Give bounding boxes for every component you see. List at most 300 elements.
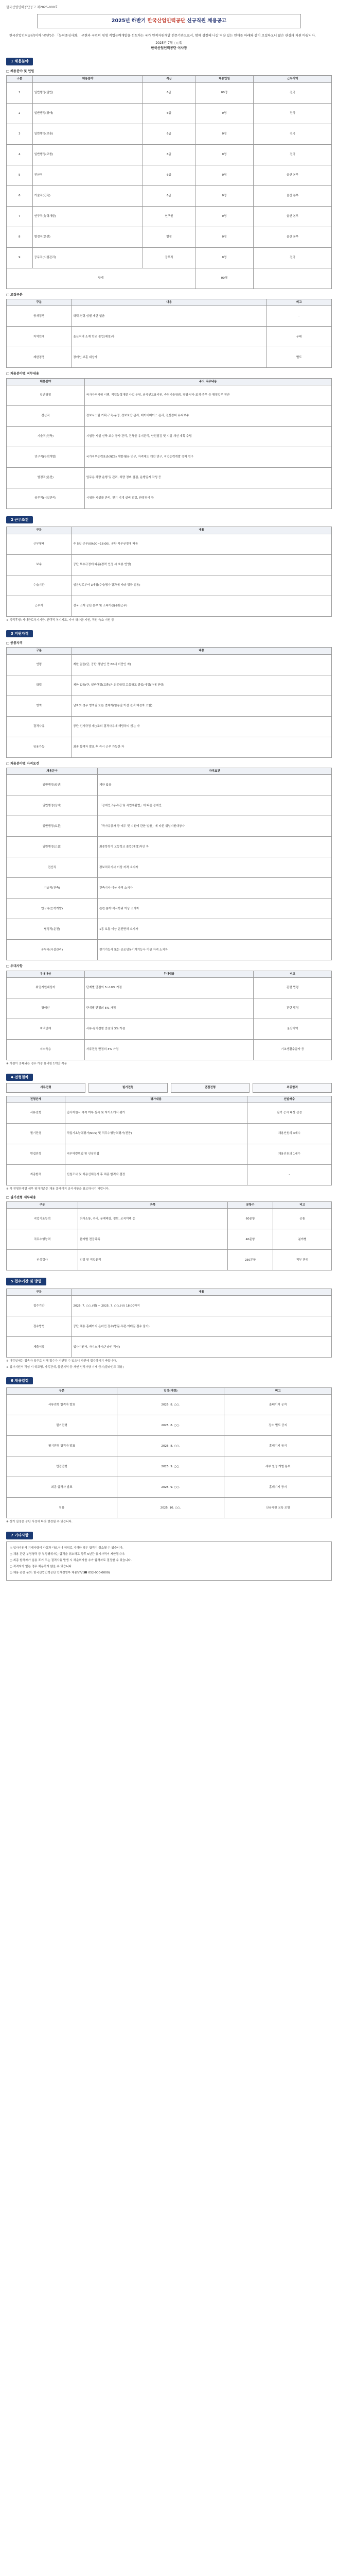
td: 2025. 10. ○○. (117, 1498, 224, 1518)
table-row (7, 795, 332, 816)
table-row (7, 575, 332, 596)
td: 취업지원대상자 (7, 978, 85, 998)
td: 일반행정(보훈) (32, 124, 143, 144)
application-table (6, 1289, 332, 1358)
td: 전산직 (7, 405, 85, 426)
section-recruit-fields (6, 58, 332, 509)
table-row (7, 675, 332, 696)
section-heading: 7 기타사항 (6, 1532, 33, 1539)
td: 기술직(건축) (7, 426, 85, 447)
td: 연구직(능력개발) (32, 206, 143, 227)
sub-heading: □ 공통자격 (6, 641, 23, 645)
table-row (7, 1019, 332, 1040)
table-row (7, 206, 332, 227)
table-row (7, 1124, 332, 1144)
intro-text: 한국산업인력공단(이하 '공단')은 「능력중심사회」 구현과 국민의 평생 직업능력개발을 선도하는 국가 인적자원개발 전문기관으로서, 함께 성장해 나갈 역량 있는 인재를 아래와 같이 모집하오니 많은 관심과 지원 바랍니다. (9, 34, 316, 38)
list-item: ○ 적격자가 없는 경우 채용하지 않을 수 있습니다. (10, 1565, 73, 1569)
note-text: ※ 가점이 중복되는 경우 가장 유리한 1개만 적용 (6, 1062, 67, 1066)
table-row (7, 654, 332, 675)
td: 기술직(건축) (32, 185, 143, 206)
th: 근무지역 (254, 76, 332, 82)
td: 면접전형 (7, 1456, 117, 1477)
td: 주 5일 근무(09:00~18:00), 공단 복무규정에 따름 (72, 534, 332, 554)
td: 60문항 (227, 1209, 273, 1229)
td: 0명 (195, 206, 254, 227)
td: 「장애인고용촉진 및 직업재활법」에 따른 장애인 (97, 795, 331, 816)
th: 선발배수 (247, 1096, 331, 1103)
table-row (7, 488, 332, 509)
td: 최종학력이 고등학교 졸업(예정)자인 자 (97, 837, 331, 857)
td: 일반행정(고졸) (7, 837, 98, 857)
th: 평가내용 (65, 1096, 247, 1103)
td: 8 (7, 227, 33, 247)
td: 3 (7, 124, 33, 144)
td: 임용 (7, 1498, 117, 1518)
th: 내용 (72, 1289, 332, 1295)
td: 시험장 시설 신축·보수 공사 관리, 건축물 유지관리, 안전점검 및 시설 개선 계획 수립 (84, 426, 331, 447)
td: - (266, 306, 331, 327)
table-row (7, 1477, 332, 1498)
th: 비고 (273, 1201, 332, 1208)
th: 구분 (7, 76, 33, 82)
note-text: ※ 입사지원서 작성 시 학교명, 가족관계, 출신지역 등 개인 인적사항 기재 금지(블라인드 채용) (6, 1365, 124, 1369)
list-item: ○ 최종 합격자가 임용 포기 또는 결격사유 발생 시 차순위자를 추가 합격자로 결정할 수 있습니다. (10, 1559, 132, 1563)
td: 필기전형 (7, 1124, 65, 1144)
table-row (7, 919, 332, 940)
td: 서류전형 합격자 발표 (7, 1395, 117, 1415)
th: 구분 (7, 1388, 117, 1395)
td: 00명 (195, 268, 254, 289)
td: 정보처리기사 이상 자격 소지자 (97, 857, 331, 878)
sub-heading: □ 모집구분 (6, 293, 23, 297)
th: 비고 (266, 299, 331, 306)
td: 단계별 만점의 5~10% 가점 (84, 978, 254, 998)
td: 기초생활수급자 등 (254, 1040, 332, 1060)
td: 6급 (143, 144, 195, 165)
td: 병역 (7, 696, 72, 716)
th: 구분 (7, 527, 72, 534)
table-header-row (7, 527, 332, 534)
table-row (7, 1250, 332, 1270)
td: 250문항 (227, 1250, 273, 1270)
td: 학력 (7, 675, 72, 696)
table-row (7, 1415, 332, 1436)
td: 전국 (254, 247, 332, 268)
conditions-table (6, 527, 332, 616)
th: 내용 (72, 527, 332, 534)
td: 연구원 (143, 206, 195, 227)
table-row (7, 998, 332, 1019)
td: 합계 (7, 268, 195, 289)
td: 서류전형 (7, 1103, 65, 1124)
td: 공단 보수규정에 따름(경력 인정 시 호봉 반영) (72, 554, 332, 575)
th: 내용 (72, 299, 266, 306)
exam-table (6, 1201, 332, 1270)
table-row (7, 426, 332, 447)
table-row (7, 716, 332, 737)
th: 구분 (7, 1289, 72, 1295)
table-row (7, 165, 332, 185)
td: 제한 없음(단, 공단 정년인 만 60세 미만인 자) (72, 654, 332, 675)
td: 전국 (254, 124, 332, 144)
list-item: ○ 채용 관련 부정청탁 등 부정행위자는 합격을 취소하고 향후 5년간 응시자격이 제한됩니다. (10, 1552, 126, 1556)
td: 일반행정(장애) (7, 795, 98, 816)
table-header-row (7, 378, 332, 385)
td: 제한 없음 (97, 775, 331, 795)
td: 전국 소재 공단 본부 및 소속기관(순환근무) (72, 596, 332, 616)
td: 보수 (7, 554, 72, 575)
td: 인성검사 (7, 1250, 78, 1270)
table-row (7, 1103, 332, 1124)
td: 최종 합격자 발표 후 즉시 근무 가능한 자 (72, 737, 332, 757)
sub-heading: □ 채용분야별 직무내용 (6, 372, 39, 376)
notice-number: 한국산업인력공단공고 제2025-000호 (6, 6, 58, 9)
section-work-conditions (6, 516, 332, 623)
td: 국가직무능력표준(NCS) 개발·활용 연구, 자격제도 개선 연구, 직업능력개발 정책 연구 (84, 447, 331, 467)
td: 울산 본부 (254, 227, 332, 247)
td: 접수기간 (7, 1296, 72, 1316)
table-row (7, 247, 332, 268)
table-row (7, 82, 332, 103)
title-highlight: 한국산업인력공단 (147, 18, 186, 24)
table-row (7, 144, 332, 165)
th: 내용 (72, 648, 332, 654)
th: 우대대상 (7, 971, 85, 977)
table-row (7, 185, 332, 206)
td: 수습기간 (7, 575, 72, 596)
th: 과목 (78, 1201, 228, 1208)
th: 직급 (143, 76, 195, 82)
table-row (7, 554, 332, 575)
td: 필기전형 합격자 발표 (7, 1436, 117, 1456)
td: 6급 (143, 103, 195, 124)
td: 6 (7, 185, 33, 206)
th: 구분 (7, 299, 72, 306)
td: 2025. 7. ○○.(월) ~ 2025. 7. ○○.(금) 18:00까지 (72, 1296, 332, 1316)
td: 지역인재 (7, 327, 72, 347)
intro-org: 한국산업인력공단 이사장 (151, 45, 187, 50)
td: 의사소통, 수리, 문제해결, 정보, 조직이해 등 (78, 1209, 228, 1229)
table-row (7, 1337, 332, 1358)
td: 전국 (254, 82, 332, 103)
list-item: ○ 채용 관련 문의: 한국산업인력공단 인재경영부 채용담당(☎ 052-000-0000) (10, 1571, 110, 1575)
table-row (7, 1165, 332, 1185)
table-row (7, 940, 332, 960)
td: 공통 (273, 1209, 332, 1229)
td: 채용인원의 3배수 (247, 1124, 331, 1144)
td: 「국가유공자 등 예우 및 지원에 관한 법률」에 따른 취업지원대상자 (97, 816, 331, 837)
th: 채용분야 (7, 378, 85, 385)
table-row (7, 899, 332, 919)
td: 공단 인사규정 제○조의 결격사유에 해당하지 않는 자 (72, 716, 332, 737)
table-row (7, 1316, 332, 1337)
table-row (7, 1144, 332, 1165)
flow-step: 필기전형 (88, 1083, 168, 1092)
td: 전기기능사 또는 공조냉동기계기능사 이상 자격 소지자 (97, 940, 331, 960)
td: 필기전형 (7, 1415, 117, 1436)
td: 근무형태 (7, 534, 72, 554)
td: 별정 (143, 227, 195, 247)
td: 장소 별도 공지 (224, 1415, 332, 1436)
common-qual-table (6, 647, 332, 757)
td: 연구직(능력개발) (7, 447, 85, 467)
table-row (7, 1209, 332, 1229)
table-row (7, 1456, 332, 1477)
td: 0명 (195, 144, 254, 165)
note-text: ※ 상기 일정은 공단 사정에 따라 변경될 수 있습니다. (6, 1520, 73, 1524)
th: 일정(예정) (117, 1388, 224, 1395)
td: 홈페이지 공지 (224, 1477, 332, 1498)
td: 연구직(능력개발) (7, 899, 98, 919)
td: 울산 본부 (254, 165, 332, 185)
table-row (7, 124, 332, 144)
td (254, 268, 332, 289)
td: 임용일로부터 3개월(수습평가 결과에 따라 정규 임용) (72, 575, 332, 596)
td: 장애인 (7, 998, 85, 1019)
td: 저소득층 (7, 1040, 85, 1060)
td: 별정직(운전) (32, 227, 143, 247)
td: 일반행정(일반) (32, 82, 143, 103)
table-row (7, 978, 332, 998)
td: 직업기초능력평가(NCS) 및 직무수행능력평가(전공) (65, 1124, 247, 1144)
td: 단계별 만점의 5% 가점 (84, 998, 254, 1019)
td: 남자의 경우 병역필 또는 면제자(임용일 이전 전역 예정자 포함) (72, 696, 332, 716)
title-box (37, 14, 301, 28)
table-header-row (7, 971, 332, 977)
schedule-table (6, 1387, 332, 1518)
td: 0명 (195, 247, 254, 268)
list-item: ○ 입사지원서 기재사항이 사실과 다르거나 허위로 기재한 경우 합격이 취소될 수 있습니다. (10, 1546, 123, 1550)
th: 우대내용 (84, 971, 254, 977)
td: 적부 판정 (273, 1250, 332, 1270)
table-header-row (7, 76, 332, 82)
title-post: 신규직원 채용공고 (187, 18, 227, 24)
td: 분야별 (273, 1229, 332, 1250)
table-row (7, 1436, 332, 1456)
table-header-row (7, 1289, 332, 1295)
table-header-row (7, 648, 332, 654)
td: 0명 (195, 227, 254, 247)
td: 울산지역 (254, 1019, 332, 1040)
td: 접수방법 (7, 1316, 72, 1337)
table-row (7, 837, 332, 857)
td: 2025. 9. ○○. (117, 1477, 224, 1498)
sub-heading: □ 채용분야별 자격요건 (6, 761, 39, 766)
td: 직업기초능력 (7, 1209, 78, 1229)
field-qual-table (6, 768, 332, 960)
td: 시험장 시설물 관리, 전기·기계 설비 점검, 환경정비 등 (84, 488, 331, 509)
td: 6급 (143, 124, 195, 144)
section-heading: 3 지원자격 (6, 630, 33, 638)
td: 최종 합격자 발표 (7, 1477, 117, 1498)
table-total-row (7, 268, 332, 289)
table-row (7, 327, 332, 347)
table-row (7, 103, 332, 124)
td: 전국 (254, 144, 332, 165)
th: 비고 (224, 1388, 332, 1395)
td: 서류·필기전형 만점의 3% 가점 (84, 1019, 254, 1040)
title-pre: 2025년 하반기 (111, 18, 146, 24)
td: 면접전형 (7, 1144, 65, 1165)
td: 국가자격시험 시행, 직업능력개발 사업 운영, 외국인고용지원, 숙련기술장려, 경영·인사·회계·총무 등 행정업무 전반 (84, 385, 331, 405)
th: 전형단계 (7, 1096, 65, 1103)
table-row (7, 467, 332, 488)
flow-step: 면접전형 (171, 1083, 250, 1092)
section-heading: 6 채용일정 (6, 1377, 33, 1385)
td: 4 (7, 144, 33, 165)
section-application (6, 1278, 332, 1369)
table-row (7, 816, 332, 837)
table-row (7, 857, 332, 878)
td: 결격사유 (7, 716, 72, 737)
td: 세부 일정 개별 통보 (224, 1456, 332, 1477)
td: 제한 없음(단, 일반행정(고졸)은 최종학력 고등학교 졸업(예정)자에 한함) (72, 675, 332, 696)
td: 40문항 (227, 1229, 273, 1250)
td: 별정직(운전) (7, 919, 98, 940)
section-heading: 2 근무조건 (6, 516, 33, 524)
table-row (7, 696, 332, 716)
process-table (6, 1096, 332, 1185)
td: 입사지원서, 자기소개서(온라인 작성) (72, 1337, 332, 1358)
td: 공개경쟁 (7, 306, 72, 327)
table-row (7, 347, 332, 368)
td: 학력·연령·성별 제한 없음 (72, 306, 266, 327)
td: - (247, 1165, 331, 1185)
td: 별정직(운전) (7, 467, 85, 488)
th: 구분 (7, 1201, 78, 1208)
recruit-table (6, 75, 332, 289)
td: 1 (7, 82, 33, 103)
td: 연령 (7, 654, 72, 675)
th: 비고 (254, 971, 332, 977)
td: 0명 (195, 124, 254, 144)
table-header-row (7, 299, 332, 306)
sub-heading: □ 채용분야 및 인원 (6, 69, 34, 73)
td: 5 (7, 165, 33, 185)
td: 일반행정(장애) (32, 103, 143, 124)
section-heading: 4 전형절차 (6, 1074, 33, 1081)
note-text: ※ 복리후생: 사내근로복지기금, 선택적 복지제도, 자녀 학자금 지원, 직원 숙소 지원 등 (6, 618, 114, 622)
table-row (7, 737, 332, 757)
td: 일반행정(보훈) (7, 816, 98, 837)
td: 우대 (266, 327, 331, 347)
table-row (7, 447, 332, 467)
td: 2025. 8. ○○. (117, 1436, 224, 1456)
td: 9 (7, 247, 33, 268)
section-heading: 1 채용분야 (6, 58, 33, 65)
intro-date: 2025년 7월 ○○일 (155, 41, 183, 45)
td: 정보시스템 기획·구축·운영, 정보보안 관리, 데이터베이스 관리, 전산장비 유지보수 (84, 405, 331, 426)
td: 0명 (195, 103, 254, 124)
td: 홈페이지 공지 (224, 1395, 332, 1415)
td: 일반행정(고졸) (32, 144, 143, 165)
td: 신원조사 및 채용신체검사 후 최종 합격자 결정 (65, 1165, 247, 1185)
td: 00명 (195, 82, 254, 103)
td: 울산지역 소재 학교 졸업(예정)자 (72, 327, 266, 347)
table-row (7, 1229, 332, 1250)
td: 2025. 8. ○○. (117, 1415, 224, 1436)
section-heading: 5 접수기간 및 방법 (6, 1278, 46, 1285)
table-row (7, 306, 332, 327)
td: 관련 법령 (254, 978, 332, 998)
th: 채용분야 (32, 76, 143, 82)
td: 2025. 9. ○○. (117, 1456, 224, 1477)
th: 구분 (7, 648, 72, 654)
td: 장애인·보훈 대상자 (72, 347, 266, 368)
table-row (7, 596, 332, 616)
td: 관련 분야 석사학위 이상 소지자 (97, 899, 331, 919)
td: 별도 (266, 347, 331, 368)
table-row (7, 878, 332, 899)
td: 업무용 차량 운행 및 관리, 차량 정비·점검, 운행일지 작성 등 (84, 467, 331, 488)
table-row (7, 1498, 332, 1518)
td: 0명 (195, 165, 254, 185)
section-schedule (6, 1377, 332, 1525)
td: 제출서류 (7, 1337, 72, 1358)
td: 인성 및 직업윤리 (78, 1250, 228, 1270)
other-items-box (6, 1541, 332, 1581)
td: 일반행정 (7, 385, 85, 405)
td: 필기 응시 대상 선정 (247, 1103, 331, 1124)
td: 공무직(시설관리) (7, 488, 85, 509)
section-qualifications (6, 630, 332, 1066)
td: 6급 (143, 82, 195, 103)
td: 홈페이지 공지 (224, 1436, 332, 1456)
page-title (40, 18, 298, 25)
section-selection-process (6, 1074, 332, 1271)
td: 최종합격 (7, 1165, 65, 1185)
td: 공단 채용 홈페이지 온라인 접수(방문·우편·이메일 접수 불가) (72, 1316, 332, 1337)
table-row (7, 1395, 332, 1415)
td: 공무직(시설관리) (32, 247, 143, 268)
td: 울산 본부 (254, 206, 332, 227)
note-text: ※ 각 전형단계별 세부 평가기준은 채용 홈페이지 공지사항을 참고하시기 바랍니다. (6, 1188, 110, 1191)
table-row (7, 534, 332, 554)
table-row (7, 1040, 332, 1060)
th: 자격요건 (97, 768, 331, 774)
sub-heading: □ 필기전형 세부내용 (6, 1195, 36, 1199)
td: 직무수행능력 (7, 1229, 78, 1250)
td: 채용인원의 1배수 (247, 1144, 331, 1165)
td: 공무직 (143, 247, 195, 268)
td: 0명 (195, 185, 254, 206)
td: 신규직원 교육 포함 (224, 1498, 332, 1518)
td: 공무직(시설관리) (7, 940, 98, 960)
flow-step: 최종합격 (253, 1083, 332, 1092)
th: 문항수 (227, 1201, 273, 1208)
td: 관련 법령 (254, 998, 332, 1019)
flow-step: 서류전형 (6, 1083, 85, 1092)
recruit-type-table (6, 299, 332, 368)
td: 1종 보통 이상 운전면허 소지자 (97, 919, 331, 940)
table-row (7, 775, 332, 795)
section-other (6, 1532, 332, 1581)
td: 분야별 전공과목 (78, 1229, 228, 1250)
td: 일반행정(일반) (7, 775, 98, 795)
table-header-row (7, 1201, 332, 1208)
table-row (7, 385, 332, 405)
td: 2 (7, 103, 33, 124)
sub-heading: □ 우대사항 (6, 964, 23, 969)
th: 채용인원 (195, 76, 254, 82)
td: 6급 (143, 165, 195, 185)
table-row (7, 405, 332, 426)
th: 주요 직무내용 (84, 378, 331, 385)
td: 전산직 (32, 165, 143, 185)
table-row (7, 1296, 332, 1316)
table-header-row (7, 1096, 332, 1103)
td: 2025. 8. ○○. (117, 1395, 224, 1415)
